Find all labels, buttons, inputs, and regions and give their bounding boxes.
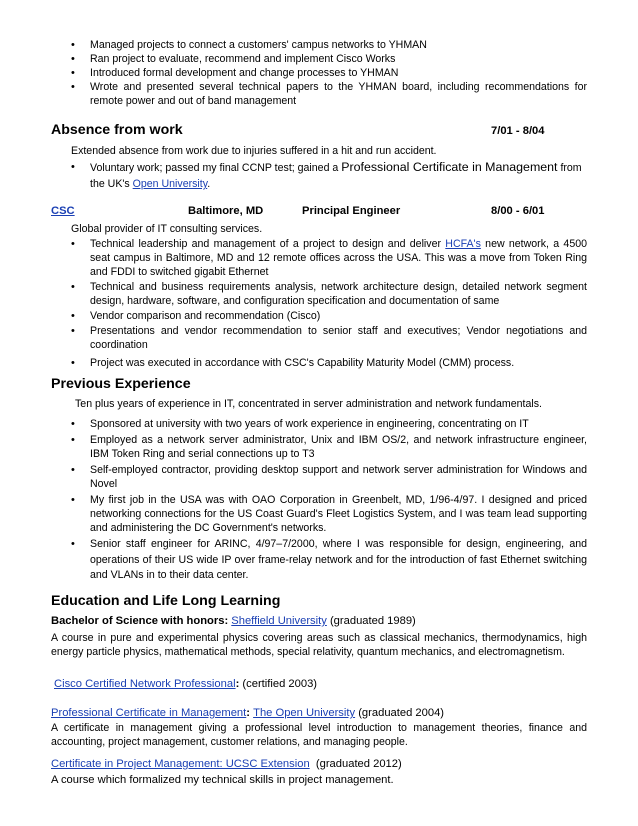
- list-item: • Technical and business requirements analysis, network architecture design, detailed network segment design, hardware, software, and configuration specification and documentation of same: [71, 280, 587, 308]
- csc-description: Global provider of IT consulting services.: [71, 223, 263, 235]
- ccnp-colon: :: [235, 678, 240, 690]
- pcm-colon: :: [246, 707, 254, 719]
- project-management-link[interactable]: Certificate in Project Management: UCSC Extension: [51, 758, 310, 770]
- previous-experience-heading: Previous Experience: [51, 376, 191, 392]
- degree-description: A course in pure and experimental physics covering areas such as classical mechanics, thermodynamics, high energy particle physics, mathematical methods, special relativity, quantum mechanics, and electromagnetism.: [51, 632, 587, 658]
- pcm-description: A certificate in management giving a professional level introduction to management theories, finance and accounting, project management, customer relations, and managing people.: [51, 722, 587, 748]
- pm-description: A course which formalized my technical skills in project management.: [51, 774, 394, 786]
- open-university-link[interactable]: Open University: [132, 178, 208, 190]
- list-item: • My first job in the USA was with OAO Corporation in Greenbelt, MD, 1/96-4/97. I designed and priced networking connections for the US Coast Guard's Fleet Logistics System, and I was team lead supporting and administering the DC Government's networks.: [71, 493, 587, 535]
- absence-bullet-certificate: Professional Certificate in Management: [341, 160, 558, 174]
- sheffield-university-link[interactable]: Sheffield University: [231, 615, 327, 627]
- absence-heading: Absence from work: [51, 122, 183, 138]
- absence-bullet-list: [71, 159, 587, 192]
- csc-bullet-list: [71, 237, 587, 370]
- csc-role: Principal Engineer: [302, 205, 401, 217]
- degree-label: Bachelor of Science with honors:: [51, 615, 232, 627]
- list-item: [71, 237, 587, 279]
- previous-bullet-list: [71, 417, 587, 584]
- top-bullet-list: [71, 38, 587, 108]
- list-item: • Introduced formal development and change processes to YHMAN: [71, 66, 587, 80]
- absence-bullet-end: .: [207, 178, 211, 190]
- csc-bullet-text: Technical leadership and management of a project to design and deliver: [90, 238, 446, 250]
- csc-company-link[interactable]: CSC: [51, 205, 75, 217]
- list-item: • Sponsored at university with two years of work experience in engineering, concentrating on IT: [71, 417, 587, 431]
- list-item: • Self-employed contractor, providing desktop support and network server administration for Windows and Novel: [71, 463, 587, 491]
- degree-line: [51, 614, 591, 628]
- absence-dates: 7/01 - 8/04: [491, 125, 545, 137]
- csc-location: Baltimore, MD: [188, 205, 264, 217]
- list-item: • Vendor comparison and recommendation (Cisco): [71, 309, 587, 323]
- degree-year: (graduated 1989): [326, 615, 416, 627]
- list-item: • Project was executed in accordance with CSC's Capability Maturity Model (CMM) process.: [71, 356, 587, 370]
- ccnp-link[interactable]: Cisco Certified Network Professional: [54, 678, 236, 690]
- open-university-pcm-link[interactable]: The Open University: [253, 707, 356, 719]
- list-item: • Ran project to evaluate, recommend and implement Cisco Works: [71, 52, 587, 66]
- csc-dates: 8/00 - 6/01: [491, 205, 545, 217]
- list-item: [71, 159, 587, 192]
- pcm-link[interactable]: Professional Certificate in Management: [51, 707, 247, 719]
- hcfa-link[interactable]: HCFA's: [445, 238, 481, 250]
- absence-bullet-text: Voluntary work; passed my final CCNP test; gained a: [90, 162, 342, 174]
- ccnp-line: [54, 677, 317, 691]
- previous-experience-description: Ten plus years of experience in IT, concentrated in server administration and network fundamentals.: [75, 398, 542, 410]
- absence-bullet-text-mid: from the UK's: [90, 162, 582, 190]
- education-heading: Education and Life Long Learning: [51, 593, 281, 609]
- ccnp-year: (certified 2003): [239, 678, 318, 690]
- pcm-line: [51, 706, 444, 720]
- list-item: • Employed as a network server administrator, Unix and IBM OS/2, and network infrastructure engineer, IBM Token Ring and serial connections up to T3: [71, 433, 587, 461]
- csc-bullet-text-post: new network, a 4500 seat campus in Baltimore, MD and 12 remote offices across the USA. This was a move from Token Ring and FDDI to switched gigabit Ethernet: [90, 238, 587, 278]
- list-item: • Managed projects to connect a customers' campus networks to YHMAN: [71, 38, 587, 52]
- pcm-year: (graduated 2004): [355, 707, 445, 719]
- pm-year: (graduated 2012): [309, 758, 402, 770]
- list-item: • Wrote and presented several technical papers to the YHMAN board, including recommendations for remote power and out of band management: [71, 80, 587, 108]
- absence-description: Extended absence from work due to injuries suffered in a hit and run accident.: [71, 145, 437, 157]
- list-item: • Presentations and vendor recommendation to senior staff and executives; Vendor negotiations and coordination: [71, 324, 587, 352]
- pm-line: [51, 757, 402, 771]
- list-item: • Senior staff engineer for ARINC, 4/97–7/2000, where I was responsible for design, engineering, and operations of their US wide IP over frame-relay network and for the introduction of fast Ethernet switching and VLANs in to their data center.: [71, 537, 587, 584]
